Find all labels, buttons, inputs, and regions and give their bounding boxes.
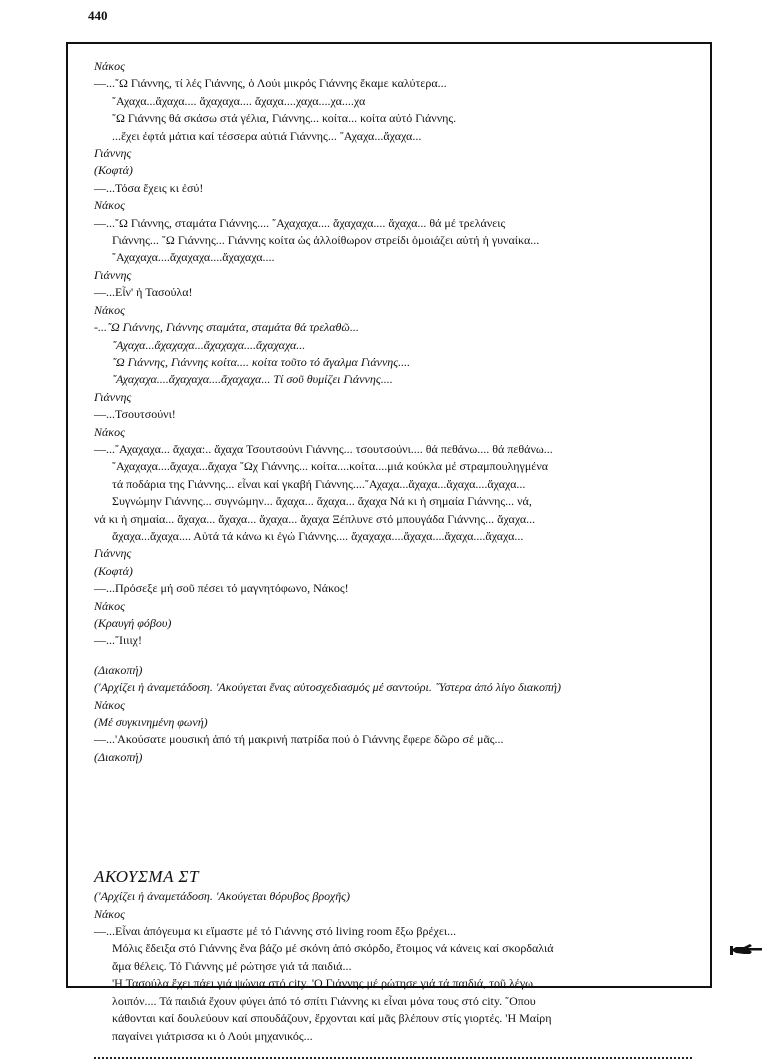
script-line: Μόλις ἔδειξα στό Γιάννης ἕνα βάζο μέ σκόνη ἀπό σκόρδο, ἕτοιμος νά κάνεις καί σκορδαλιά (112, 941, 554, 956)
script-line: —...Πρόσεξε μή σοῦ πέσει τό μαγνητόφωνο, Νάκος! (94, 581, 349, 596)
speaker-name: Γιάννης (94, 389, 132, 404)
spacer (94, 766, 698, 862)
script-line: ...ἔχει ἐφτά μάτια καί τέσσερα αὐτιά Γιάννης... ῎Αχαχα...ἄχαχα... (112, 128, 422, 143)
script-line: νά κι ἡ σημαία... ἄχαχα... ἄχαχα... ἄχαχα... ἄχαχα Ξέπλυνε στό μπουγάδα Γιάννης... ἄχαχα... (94, 511, 536, 526)
script-line: ῎Αχαχα...ἄχαχαχα...ἄχαχαχα....ἄχαχαχα... (112, 337, 306, 352)
script-line: λοιπόν.... Τά παιδιά ἔχουν φύγει ἀπό τό σπίτι Γιάννης κι εἶναι μόνα τους στό city. ῞Οπου (112, 993, 536, 1008)
script-line: 'Η Τασούλα ἔχει πάει γιά ψώνια στό city. 'Ο Γιάννης μέ ρώτησε γιά τά παιδιά, τοῦ λέγω (112, 976, 534, 991)
stage-direction: ('Αρχίζει ἡ ἀναμετάδοση. 'Ακούγεται ἕνας αὐτοσχεδιασμός μέ σαντούρι. ῞Υστερα ἀπό λίγο διακοπή) (94, 680, 561, 695)
script-line: Συγνώμην Γιάννης... συγνώμην... ἄχαχα... ἄχαχα... ἄχαχα Νά κι ἡ σημαία Γιάννης... νά, (112, 494, 532, 509)
speaker-name: Νάκος (94, 598, 125, 613)
script-line: —...Εἶν' ἡ Τασούλα! (94, 285, 193, 300)
script-line: ῎Αχαχαχα....ἄχαχαχα....ἄχαχαχα.... (112, 250, 275, 265)
script-line: παγαίνει γιάτρισσα κι ὁ Λούι μηχανικός... (112, 1028, 313, 1043)
script-line: ῎Ω Γιάννης, Γιάννης κοίτα.... κοίτα τοῦτο τό ἄγαλμα Γιάννης.... (112, 354, 411, 369)
script-line: —...Τσουτσούνι! (94, 407, 176, 422)
spacer (94, 650, 698, 662)
script-line: ῎Αχαχα...ἄχαχα.... ἄχαχαχα.... ἄχαχα....χαχα....χα....χα (112, 93, 366, 108)
script-line: ῎Αχαχαχα....ἄχαχαχα....ἄχαχαχα... Τί σοῦ θυμίζει Γιάννης.... (112, 372, 393, 387)
pointing-hand-icon (730, 942, 764, 958)
speaker-name: Νάκος (94, 59, 125, 73)
script-line: —...'Ακούσατε μουσική ἀπό τή μακρινή πατρίδα πού ὁ Γιάννης ἔφερε δῶρο σέ μᾶς... (94, 732, 504, 747)
script-line: τά ποδάρια της Γιάννης... εἶναι καί γκαβή Γιάννης....῎Αχαχα...ἄχαχα...ἄχαχα....ἄχαχα... (112, 476, 526, 491)
speaker-name: Νάκος (94, 198, 125, 213)
stage-direction: (Μέ συγκινημένη φωνή) (94, 715, 208, 730)
script-line: —...῎Ω Γιάννης, τί λές Γιάννης, ὁ Λούι μικρός Γιάννης ἔκαμε καλύτερα... (94, 76, 447, 91)
stage-direction: (Διακοπή) (94, 749, 143, 764)
speaker-name: Νάκος (94, 424, 125, 439)
script-line: κάθονται καί δουλεύουν καί σπουδάζουν, ἔρχονται καί μᾶς βλέπουν στίς γιορτές. 'Η Μαίρη (112, 1011, 552, 1026)
speaker-name: Νάκος (94, 697, 125, 712)
speaker-name: Γιάννης (94, 146, 132, 161)
script-text (94, 58, 698, 1059)
speaker-name: Γιάννης (94, 267, 132, 282)
stage-direction: (Διακοπή) (94, 662, 143, 677)
speaker-name: Γιάννης (94, 546, 132, 561)
speaker-name: Νάκος (94, 302, 125, 317)
dotted-rule (94, 1049, 692, 1059)
speaker-name: Νάκος (94, 906, 125, 921)
script-line: Γιάννης... ῎Ω Γιάννης... Γιάννης κοίτα ὡς ἀλλοίθωρον στρείδι ὁμοιάζει αὐτή ἡ γυναίκα... (112, 233, 540, 248)
script-line: —...῎Αχαχαχα... ἄχαχα:.. ἄχαχα Τσουτσούνι Γιάννης... τσουτσούνι.... θά πεθάνω.... θά πεθάνω... (94, 441, 553, 456)
script-line: ῎Αχαχαχα....ἄχαχα...ἄχαχα ῎Ωχ Γιάννης... κοίτα....κοίτα....μιά κούκλα μέ στραμπουληγμένα (112, 459, 549, 474)
text-frame (66, 42, 712, 1043)
script-line: —...῎Ιιιιχ! (94, 633, 142, 648)
script-line: -...῎Ω Γιάννης, Γιάννης σταμάτα, σταμάτα θά τρελαθῶ... (94, 320, 359, 335)
script-line: —...Εἶναι ἀπόγευμα κι εἴμαστε μέ τό Γιάννης στό living room ἔξω βρέχει... (94, 924, 457, 939)
script-line: ἄχαχα...ἄχαχα.... Αὐτά τά κάνω κι ἐγώ Γιάννης.... ἄχαχαχα....ἄχαχα....ἄχαχα....ἄχαχα... (112, 528, 524, 543)
script-line: —...Τόσα ἔχεις κι ἐσύ! (94, 180, 204, 195)
page-number: 440 (88, 8, 108, 23)
stage-direction: ('Αρχίζει ἡ ἀναμετάδοση. 'Ακούγεται θόρυβος βροχῆς) (94, 889, 351, 904)
script-line: —...῎Ω Γιάννης, σταμάτα Γιάννης.... ῎Αχαχαχα.... ἄχαχαχα.... ἄχαχα... θά μέ τρελάνεις (94, 215, 506, 230)
stage-direction: (Κοφτά) (94, 163, 133, 178)
script-line: ῎Ω Γιάννης θά σκάσω στά γέλια, Γιάννης... κοίτα... κοίτα αὐτό Γιάννης. (112, 111, 457, 126)
section-heading: ΑΚΟΥΣΜΑ ΣΤ (94, 867, 199, 887)
script-line: ἅμα θέλεις. Τό Γιάννης μέ ρώτησε γιά τά παιδιά... (112, 958, 352, 973)
stage-direction: (Κοφτά) (94, 563, 133, 578)
stage-direction: (Κραυγή φόβου) (94, 616, 172, 630)
